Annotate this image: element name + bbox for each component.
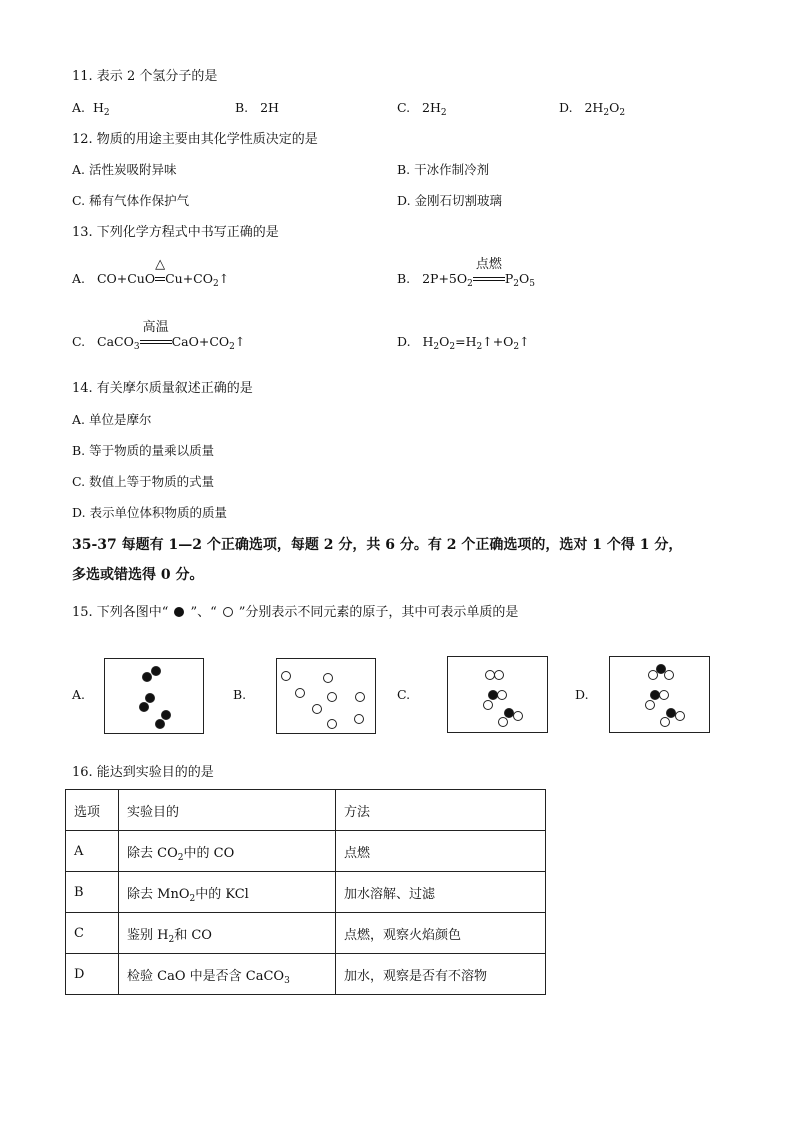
q11-option-a[interactable] [72,100,110,118]
subscript: 2 [229,342,235,352]
q15-label-c[interactable]: C. [397,687,411,702]
option-label: A. [72,100,86,115]
condition-text: 点燃 [475,257,502,272]
q15-diagram-c[interactable] [447,656,548,733]
q12-option-b[interactable]: B. 干冰作制冷剂 [397,162,490,177]
black-atom-icon [174,607,184,617]
formula: H [92,100,104,115]
row-option: B [66,872,119,913]
black-atom [145,693,155,703]
q12-stem: 12. 物质的用途主要由其化学性质决定的是 [72,132,318,147]
table-header-row [66,790,546,831]
q11-option-b[interactable] [235,102,279,115]
gas-arrow: ↑ [234,334,246,349]
row-option: D [66,954,119,995]
row-method: 加水溶解、过滤 [336,872,546,913]
row-goal [119,913,336,954]
formula: 2H [584,100,604,115]
goal-text: 除去 MnO [127,886,190,902]
table-row[interactable] [66,872,546,913]
header-goal: 实验目的 [119,790,336,831]
q11-option-d[interactable] [559,100,626,118]
formula: 2H [260,100,279,115]
condition-text: △ [155,257,166,272]
stem-text: ”、“ [190,605,217,620]
q14-stem: 14. 有关摩尔质量叙述正确的是 [72,381,253,396]
table-row[interactable] [66,831,546,872]
condition-text: 高温 [142,320,169,335]
q13-option-a[interactable] [72,257,230,289]
white-atom [664,670,674,680]
q13-option-b[interactable] [397,257,536,289]
products: P [504,271,514,286]
products: O [519,271,530,286]
q15-diagram-b[interactable] [276,658,376,734]
black-atom [151,666,161,676]
stem-text: ”分别表示不同元素的原子，其中可表示单质的是 [238,605,519,620]
products: Cu+CO [165,271,213,286]
row-option: C [66,913,119,954]
subscript: 2 [619,108,626,118]
section-instructions-line1: 35-37 每题有 1—2 个正确选项，每题 2 分，共 6 分。有 2 个正确选项的，选对 1 个得 1 分， [72,537,683,553]
subscript: 2 [467,279,473,289]
table-row[interactable] [66,954,546,995]
white-atom [675,711,685,721]
row-method: 点燃，观察火焰颜色 [336,913,546,954]
option-label: D. [397,334,411,349]
subscript: 2 [513,279,520,289]
white-atom [295,688,305,698]
option-label: A. [72,271,86,286]
black-atom [161,710,171,720]
q15-label-b[interactable]: B. [233,687,247,702]
subscript: 5 [529,279,536,289]
q13-option-c[interactable] [72,320,246,352]
q13-stem: 13. 下列化学方程式中书写正确的是 [72,225,279,240]
formula: O [609,100,620,115]
row-option: A [66,831,119,872]
formula: 2H [422,100,441,115]
row-method: 加水，观察是否有不溶物 [336,954,546,995]
q15-stem [72,606,518,619]
subscript: 2 [476,342,483,352]
equals-sign [155,279,165,280]
reaction-condition [473,257,505,286]
white-atom [498,717,508,727]
q14-option-d[interactable]: D. 表示单位体积物质的质量 [72,505,228,520]
stem-text: 15. 下列各图中“ [72,605,169,620]
reactants: CaCO [97,334,134,349]
header-method: 方法 [336,790,546,831]
subscript: 2 [103,108,110,118]
q13-option-d[interactable] [397,334,530,352]
option-label: C. [397,100,411,115]
q15-label-a[interactable]: A. [72,687,86,702]
white-atom [483,700,493,710]
reactants: 2P+5O [422,271,468,286]
q12-option-d[interactable]: D. 金刚石切割玻璃 [397,193,503,208]
subscript: 2 [603,108,610,118]
white-atom [327,719,337,729]
table-row[interactable] [66,913,546,954]
option-label: D. [559,100,573,115]
q15-diagram-a[interactable] [104,658,204,734]
q14-option-b[interactable]: B. 等于物质的量乘以质量 [72,443,215,458]
white-atom [660,717,670,727]
q12-option-a[interactable]: A. 活性炭吸附异味 [72,162,177,177]
white-atom [659,690,669,700]
subscript: 2 [449,342,456,352]
subscript: 2 [168,934,175,945]
subscript: 2 [213,279,219,289]
goal-text: 中的 KCl [195,886,249,902]
white-atom [327,692,337,702]
q14-option-c[interactable]: C. 数值上等于物质的式量 [72,474,215,489]
white-atom [323,673,333,683]
q16-table [65,789,546,995]
q12-option-c[interactable]: C. 稀有气体作保护气 [72,193,190,208]
header-option: 选项 [66,790,119,831]
white-atom [494,670,504,680]
option-label: B. [235,100,249,115]
white-atom [312,704,322,714]
reaction-condition [140,320,172,349]
section-instructions-line2: 多选或错选得 0 分。 [72,567,204,583]
option-label: C. [72,334,86,349]
white-atom-icon [223,607,233,617]
white-atom [354,714,364,724]
row-goal [119,954,336,995]
reaction-condition [155,257,166,286]
row-goal [119,831,336,872]
formula: =H [455,334,477,349]
black-atom [142,672,152,682]
formula: O [439,334,450,349]
white-atom [513,711,523,721]
goal-text: 除去 CO [127,845,178,861]
q15-diagram-d[interactable] [609,656,710,733]
subscript: 2 [440,108,447,118]
goal-text: 鉴别 H [127,927,169,943]
subscript: 3 [133,342,140,352]
row-goal [119,872,336,913]
formula: H [422,334,434,349]
black-atom [155,719,165,729]
subscript: 2 [513,342,520,352]
gas-arrow: ↑ [519,334,530,349]
white-atom [645,700,655,710]
goal-text: 中的 CO [183,845,235,861]
equals-sign [140,342,172,343]
q11-stem: 11. 表示 2 个氢分子的是 [72,69,218,84]
q16-stem: 16. 能达到实验目的的是 [72,765,214,780]
white-atom [281,671,291,681]
q14-option-a[interactable]: A. 单位是摩尔 [72,412,152,427]
subscript: 2 [177,852,184,863]
equals-sign [473,279,505,280]
subscript: 2 [189,893,196,904]
black-atom [139,702,149,712]
white-atom [355,692,365,702]
q11-option-c[interactable] [397,100,447,118]
products: CaO+CO [171,334,230,349]
goal-text: 和 CO [174,927,212,943]
white-atom [648,670,658,680]
row-method: 点燃 [336,831,546,872]
subscript: 3 [284,975,290,986]
gas-arrow: ↑ [218,271,230,286]
q15-label-d[interactable]: D. [575,687,589,702]
formula: ↑+O [482,334,514,349]
subscript: 2 [433,342,440,352]
goal-text: 检验 CaO 中是否含 CaCO [127,968,285,984]
white-atom [497,690,507,700]
reactants: CO+CuO [96,271,156,286]
option-label: B. [397,271,411,286]
